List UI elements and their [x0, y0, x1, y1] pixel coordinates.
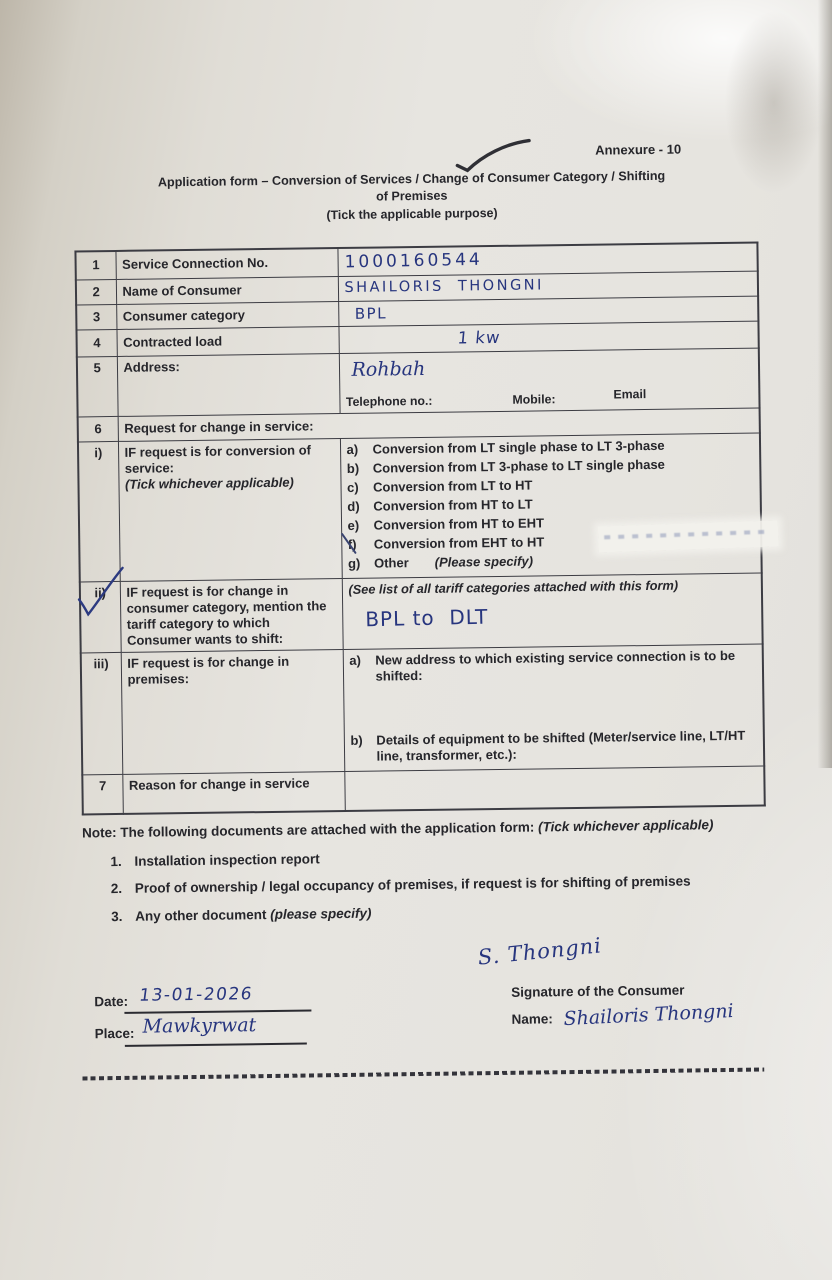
row3-number: 3 [76, 304, 116, 330]
place-label: Place: [94, 1025, 135, 1042]
row1-number: 1 [75, 251, 115, 280]
row7-value-cell [344, 766, 764, 811]
mobile-label: Mobile: [512, 392, 556, 407]
item2-text: Proof of ownership / legal occupancy of premises, if request is for shifting of premises [134, 873, 691, 896]
rowi-label-cell [118, 439, 342, 582]
option-b-key: b) [346, 460, 360, 477]
date-label: Date: [94, 993, 129, 1010]
scribble-remnant [604, 530, 770, 540]
service-connection-no-handwritten: 1000160544 [343, 249, 483, 273]
row7-label: Reason for change in service [122, 771, 345, 814]
option-d-text: Conversion from HT to LT [373, 496, 533, 514]
list-item [110, 842, 772, 872]
option-b-text: Conversion from LT 3-phase to LT single phase [372, 456, 665, 476]
premises-option-b-text: Details of equipment to be shifted (Meter/service line, LT/HT line, transformer, etc.): [376, 727, 746, 764]
option-g [348, 551, 755, 572]
contracted-load-handwritten: 1 kw [456, 327, 501, 348]
premises-option-b-key: b) [350, 732, 363, 748]
item1-number: 1. [110, 853, 122, 869]
rowi-number: i) [78, 442, 120, 583]
row-address [77, 348, 760, 417]
tick-mark-g-icon [339, 532, 359, 556]
option-a-text: Conversion from LT single phase to LT 3-phase [372, 437, 665, 457]
place-underline [125, 1043, 307, 1047]
note-section [82, 813, 773, 927]
row-reason [82, 766, 764, 815]
option-a-key: a) [346, 441, 359, 458]
row3-label: Consumer category [116, 301, 338, 329]
row5-number: 5 [77, 357, 118, 418]
item3-text [135, 897, 773, 927]
title-line1: Application form – Conversion of Services / Change of Consumer Category / Shifting [157, 168, 666, 190]
premises-option-b [350, 727, 757, 764]
consumer-name-handwritten: SHAILORIS THONGNI [344, 277, 544, 296]
option-a [346, 437, 753, 458]
date-handwritten: 13-01-2026 [137, 984, 255, 1006]
note-label: Note: [81, 824, 117, 841]
note-text: The following documents are attached with the application form: [120, 819, 535, 840]
list-item [111, 897, 773, 927]
rowi-label-note: (Tick whichever applicable) [124, 474, 294, 492]
rowiii-number: iii) [81, 652, 123, 775]
annexure-label: Annexure - 10 [595, 141, 682, 158]
rowiii-label: IF request is for change in premises: [121, 649, 345, 774]
row-conversion-of-service [78, 433, 762, 582]
item3-text-italic: (please specify) [270, 905, 372, 922]
rowii-number: ii) [80, 582, 121, 653]
place-handwritten: Mawkyrwat [142, 1014, 257, 1038]
row4-number: 4 [76, 329, 116, 357]
attached-documents-list [110, 842, 773, 927]
list-item [111, 870, 773, 900]
rowii-label: IF request is for change in consumer category, mention the tariff category to which Consumer wants to shift: [120, 579, 343, 652]
option-c-text: Conversion from LT to HT [372, 477, 533, 495]
row2-label: Name of Consumer [116, 276, 338, 304]
row6-number: 6 [78, 417, 118, 443]
form-title [81, 167, 742, 228]
signature-caption: Signature of the Consumer [511, 982, 685, 1000]
date-underline [124, 1009, 311, 1013]
option-d-key: d) [347, 499, 360, 515]
row6-label: Request for change in service: [118, 408, 760, 441]
row-change-category [80, 574, 763, 653]
row5-value-cell [339, 348, 760, 413]
consumer-signature: S. Thongni [476, 933, 603, 970]
option-c [347, 475, 754, 496]
option-c-key: c) [346, 480, 359, 496]
premises-option-a [349, 648, 756, 685]
option-e-key: e) [347, 518, 360, 534]
option-g-text: Other [373, 555, 409, 572]
item1-text: Installation inspection report [134, 850, 320, 869]
item3-text-main: Any other document [135, 906, 271, 924]
row7-number: 7 [82, 774, 123, 815]
tariff-categories-note: (See list of all tariff categories attached with this form) [348, 578, 679, 598]
email-label: Email [613, 387, 647, 402]
note-paragraph [82, 813, 772, 844]
option-f-key: f) [347, 537, 357, 553]
item2-number: 2. [110, 881, 123, 897]
phone-labels-row [345, 387, 755, 410]
row-change-premises [81, 644, 765, 775]
consumer-category-handwritten: BPL [354, 304, 388, 323]
rowi-options-cell [340, 433, 762, 579]
rowi-label: IF request is for conversion of service: [124, 442, 312, 476]
option-e-text: Conversion from HT to EHT [373, 515, 545, 533]
option-g-key: g) [347, 556, 361, 572]
title-subtitle: (Tick the applicable purpose) [326, 205, 498, 223]
row1-label: Service Connection No. [115, 248, 337, 279]
row5-label: Address: [117, 354, 340, 417]
premises-option-a-key: a) [349, 652, 361, 668]
option-f-text: Conversion from EHT to HT [373, 534, 545, 552]
item3-number: 3. [111, 908, 123, 924]
option-g-note: (Please specify) [434, 553, 534, 571]
dashed-separator [82, 1068, 764, 1081]
premises-option-a-text: New address to which existing service connection is to be shifted: [375, 647, 736, 684]
option-d [347, 494, 754, 515]
rowii-value-cell [342, 574, 763, 650]
telephone-label: Telephone no.: [345, 393, 433, 410]
address-handwritten: Rohbah [351, 358, 426, 382]
category-shift-handwritten: BPL to DLT [364, 604, 489, 632]
rowiii-options-cell [343, 644, 765, 771]
consumer-name-handwritten-cursive: Shailoris Thongni [563, 999, 735, 1031]
row2-number: 2 [76, 279, 116, 305]
option-b [347, 456, 754, 477]
tick-mark-ii-icon [77, 565, 128, 624]
name-label: Name: [511, 1011, 553, 1027]
title-line2: of Premises [375, 188, 448, 204]
note-text-italic: (Tick whichever applicable) [537, 817, 714, 835]
row4-label: Contracted load [116, 327, 338, 357]
